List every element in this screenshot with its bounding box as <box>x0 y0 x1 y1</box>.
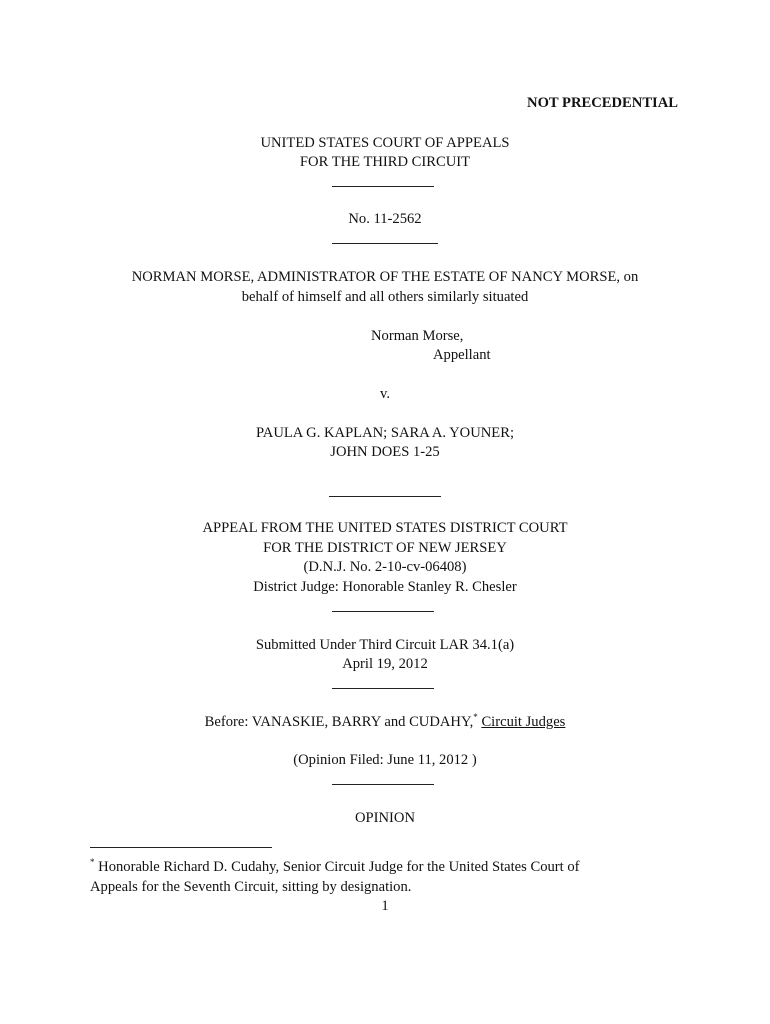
footnote-separator <box>90 847 272 848</box>
appellant-name: Norman Morse, <box>371 328 464 344</box>
separator-rule <box>332 611 434 612</box>
opinion-heading: OPINION <box>355 810 415 826</box>
submission-date: April 19, 2012 <box>342 656 428 672</box>
appeal-line2: FOR THE DISTRICT OF NEW JERSEY <box>263 540 507 556</box>
submission-line1: Submitted Under Third Circuit LAR 34.1(a) <box>255 637 515 653</box>
defendants-line1: PAULA G. KAPLAN; SARA A. YOUNER; <box>256 425 514 441</box>
footnote-reference: * <box>473 712 478 723</box>
appeal-line1: APPEAL FROM THE UNITED STATES DISTRICT COURT <box>202 520 568 536</box>
case-number: No. 11-2562 <box>348 211 422 227</box>
separator-rule <box>332 186 434 187</box>
court-name-line2: FOR THE THIRD CIRCUIT <box>299 154 471 170</box>
appeal-line4: District Judge: Honorable Stanley R. Chesler <box>253 579 517 595</box>
defendants-line2: JOHN DOES 1-25 <box>330 444 440 460</box>
panel-line <box>0 713 770 732</box>
footnote-line2: Appeals for the Seventh Circuit, sitting by designation. <box>90 879 412 895</box>
precedential-status: NOT PRECEDENTIAL <box>527 95 678 111</box>
separator-rule <box>332 784 434 785</box>
opinion-filed: (Opinion Filed: June 11, 2012 ) <box>293 752 477 768</box>
footnote-text-line1: Honorable Richard D. Cudahy, Senior Circuit Judge for the United States Court of <box>94 859 580 875</box>
party-line1: NORMAN MORSE, ADMINISTRATOR OF THE ESTATE OF NANCY MORSE, on <box>131 269 639 285</box>
appeal-line3: (D.N.J. No. 2-10-cv-06408) <box>303 559 467 575</box>
party-line2: behalf of himself and all others similarly situated <box>241 289 529 305</box>
footnote-marker: * <box>90 857 95 868</box>
appellant-role: Appellant <box>433 347 491 363</box>
panel-before-text: Before: VANASKIE, BARRY and CUDAHY, <box>204 714 474 730</box>
separator-rule <box>332 243 438 244</box>
panel-judges-label: Circuit Judges <box>481 714 566 730</box>
separator-rule <box>329 496 441 497</box>
page-number: 1 <box>381 898 389 914</box>
court-name-line1: UNITED STATES COURT OF APPEALS <box>260 135 510 151</box>
versus: v. <box>380 386 390 402</box>
footnote-line1 <box>90 858 580 877</box>
separator-rule <box>332 688 434 689</box>
